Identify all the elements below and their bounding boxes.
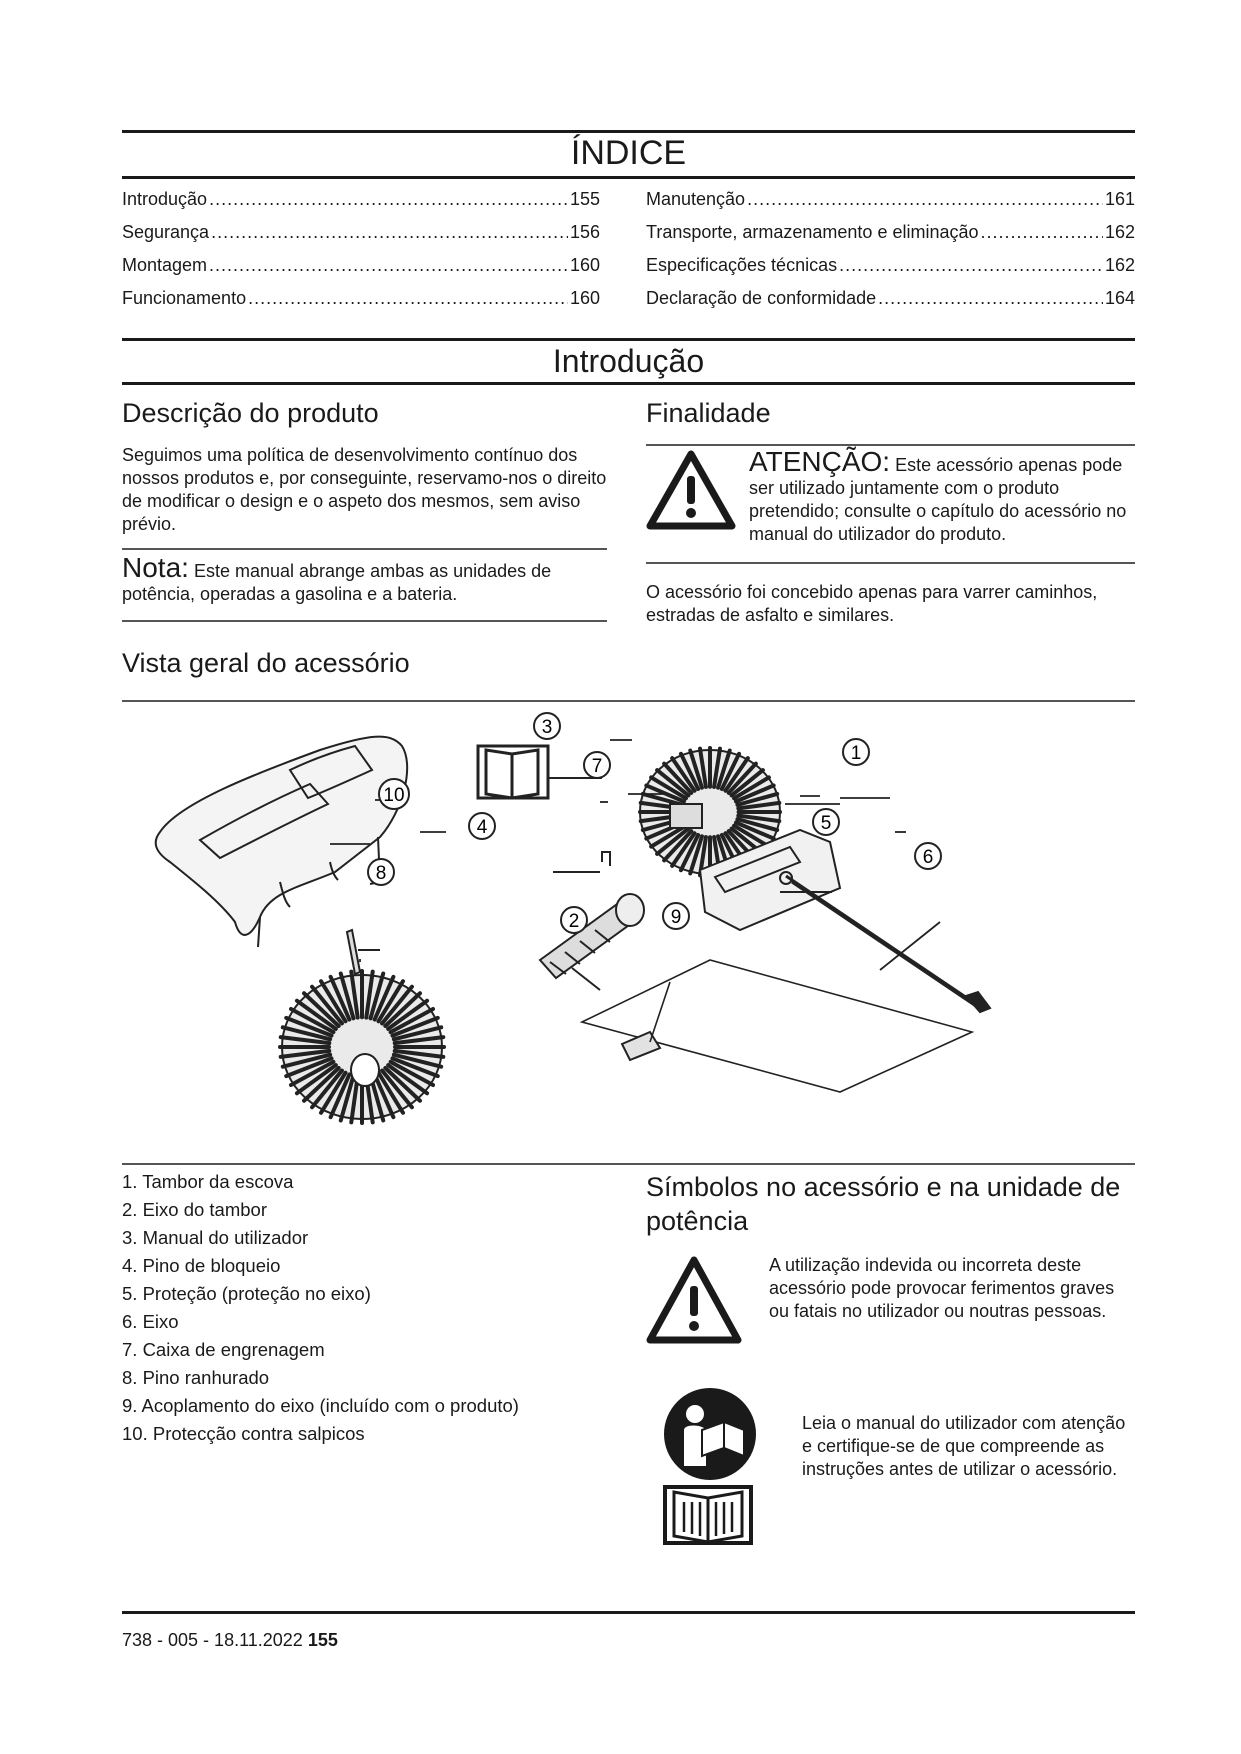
symbols-heading: Símbolos no acessório e na unidade de potência [646, 1172, 1121, 1236]
legend-item: 1. Tambor da escova [122, 1171, 294, 1192]
overview-bottom-rule [122, 1163, 1135, 1165]
legend-item: 8. Pino ranhurado [122, 1367, 270, 1388]
warning-top-rule [646, 444, 1135, 446]
slotted-pin-drawing [347, 930, 380, 974]
warning-block [749, 446, 1135, 546]
toc-leader-dots [878, 288, 1103, 309]
toc-bottom-rule [122, 338, 1135, 341]
axle-and-pin-drawing [540, 852, 644, 990]
toc-entry-page: 156 [569, 222, 600, 242]
toc-leader-dots [211, 222, 568, 243]
note-block [122, 552, 612, 606]
legend-item: 10. Protecção contra salpicos [122, 1423, 365, 1444]
shaft-coupling-drawing [582, 960, 972, 1092]
product-description-text: Seguimos uma política de desenvolvimento contínuo dos nossos produtos e, por conseguinte, reservamo-nos o direito de modificar o design e o aspeto dos mesmos, sem aviso prévio. [122, 445, 607, 534]
toc-entry[interactable] [646, 222, 1135, 243]
toc-entry[interactable] [122, 288, 600, 309]
footer-doc-ref: 738 - 005 - 18.11.2022 [122, 1630, 303, 1650]
toc-entry[interactable] [122, 189, 600, 210]
callout-3 [534, 713, 560, 739]
callout-6 [915, 843, 941, 869]
callout-9 [663, 903, 689, 929]
toc-title-rule [122, 176, 1135, 179]
callout-label: 3 [541, 717, 553, 738]
callout-label: 10 [383, 785, 405, 806]
callout-label: 1 [850, 743, 862, 764]
callout-label: 5 [820, 813, 832, 834]
callout-8 [368, 859, 394, 885]
toc-entry-page: 162 [1104, 222, 1135, 242]
footer [122, 1630, 338, 1651]
callout-2 [561, 907, 587, 933]
toc-entry-label: Funcionamento [122, 288, 247, 308]
note-bottom-rule [122, 620, 607, 622]
toc-entry-page: 155 [569, 189, 600, 209]
warning-triangle-symbol-icon [646, 1256, 742, 1344]
toc-title: ÍNDICE [570, 134, 687, 172]
manual-book-icon [662, 1484, 754, 1546]
callout-label: 6 [922, 847, 934, 868]
toc-entry-label: Especificações técnicas [646, 255, 838, 275]
overview-heading: Vista geral do acessório [122, 648, 410, 678]
footer-rule [122, 1611, 1135, 1614]
toc-entry-page: 164 [1104, 288, 1135, 308]
legend-item: 2. Eixo do tambor [122, 1199, 267, 1220]
toc-entry[interactable] [122, 222, 600, 243]
leader-lines [330, 740, 940, 970]
toc-entry-page: 160 [569, 255, 600, 275]
callout-1 [843, 739, 869, 765]
warning-label: ATENÇÃO: [749, 446, 891, 477]
callout-label: 8 [375, 863, 387, 884]
legend-item: 7. Caixa de engrenagem [122, 1339, 325, 1360]
warning-bottom-rule [646, 562, 1135, 564]
toc-entry-label: Declaração de conformidade [646, 288, 877, 308]
legend-item: 6. Eixo [122, 1311, 179, 1332]
read-manual-icon [662, 1386, 758, 1482]
product-description-heading: Descrição do produto [122, 398, 379, 428]
toc-leader-dots [839, 255, 1103, 276]
intro-title-rule [122, 382, 1135, 385]
toc-entry-label: Manutenção [646, 189, 746, 209]
legend-item: 3. Manual do utilizador [122, 1227, 309, 1248]
note-text: Este manual abrange ambas as unidades de potência, operadas a gasolina e a bateria. [122, 561, 552, 604]
callout-7 [584, 752, 610, 778]
manual-book-drawing [478, 746, 602, 798]
shield-and-shaft-drawing [700, 830, 990, 1012]
toc-entry-label: Transporte, armazenamento e eliminação [646, 222, 979, 242]
splash-guard-drawing [156, 737, 407, 947]
legend-item: 4. Pino de bloqueio [122, 1255, 281, 1276]
toc-entry[interactable] [646, 189, 1135, 210]
accessory-exploded-diagram [140, 712, 1100, 1152]
toc-leader-dots [981, 222, 1103, 243]
callout-label: 9 [670, 907, 682, 928]
toc-leader-dots [747, 189, 1103, 210]
callout-label: 7 [591, 756, 603, 777]
toc-entry-page: 160 [569, 288, 600, 308]
callout-4 [469, 813, 495, 839]
toc-leader-dots [248, 288, 568, 309]
toc-entry-label: Introdução [122, 189, 208, 209]
symbols-warning-text: A utilização indevida ou incorreta deste acessório pode provocar ferimentos graves ou fatais no utilizador ou noutras pessoas. [769, 1255, 1115, 1321]
purpose-heading: Finalidade [646, 398, 771, 428]
toc-leader-dots [209, 189, 568, 210]
toc-entry[interactable] [122, 255, 600, 276]
overview-top-rule [122, 700, 1135, 702]
callout-5 [813, 809, 839, 835]
top-rule [122, 130, 1135, 133]
callout-10 [379, 779, 409, 809]
section-title-introducao: Introdução [552, 343, 705, 379]
toc-entry-label: Segurança [122, 222, 210, 242]
callout-label: 4 [476, 817, 488, 838]
footer-page-number: 155 [307, 1630, 338, 1650]
legend-item: 5. Proteção (proteção no eixo) [122, 1283, 371, 1304]
toc-entry-page: 162 [1104, 255, 1135, 275]
callout-label: 2 [568, 911, 580, 932]
toc-entry-label: Montagem [122, 255, 208, 275]
purpose-text: O acessório foi concebido apenas para varrer caminhos, estradas de asfalto e similares. [646, 582, 1098, 625]
toc-entry-page: 161 [1104, 189, 1135, 209]
symbols-manual-text: Leia o manual do utilizador com atenção e certifique-se de que compreende as instruções antes de utilizar o acessório. [802, 1413, 1126, 1479]
parts-legend-list [122, 1168, 622, 1448]
legend-item: 9. Acoplamento do eixo (incluído com o produto) [122, 1395, 519, 1416]
warning-triangle-icon [646, 450, 736, 530]
toc-entry[interactable] [646, 255, 1135, 276]
note-top-rule [122, 548, 607, 550]
note-label: Nota: [122, 552, 189, 583]
warning-text: Este acessório apenas pode ser utilizado juntamente com o produto pretendido; consulte o capítulo do acessório no manual do utilizador do produto. [749, 455, 1127, 544]
toc-entry[interactable] [646, 288, 1135, 309]
toc-leader-dots [209, 255, 568, 276]
brush-drum-left-drawing [280, 971, 444, 1123]
